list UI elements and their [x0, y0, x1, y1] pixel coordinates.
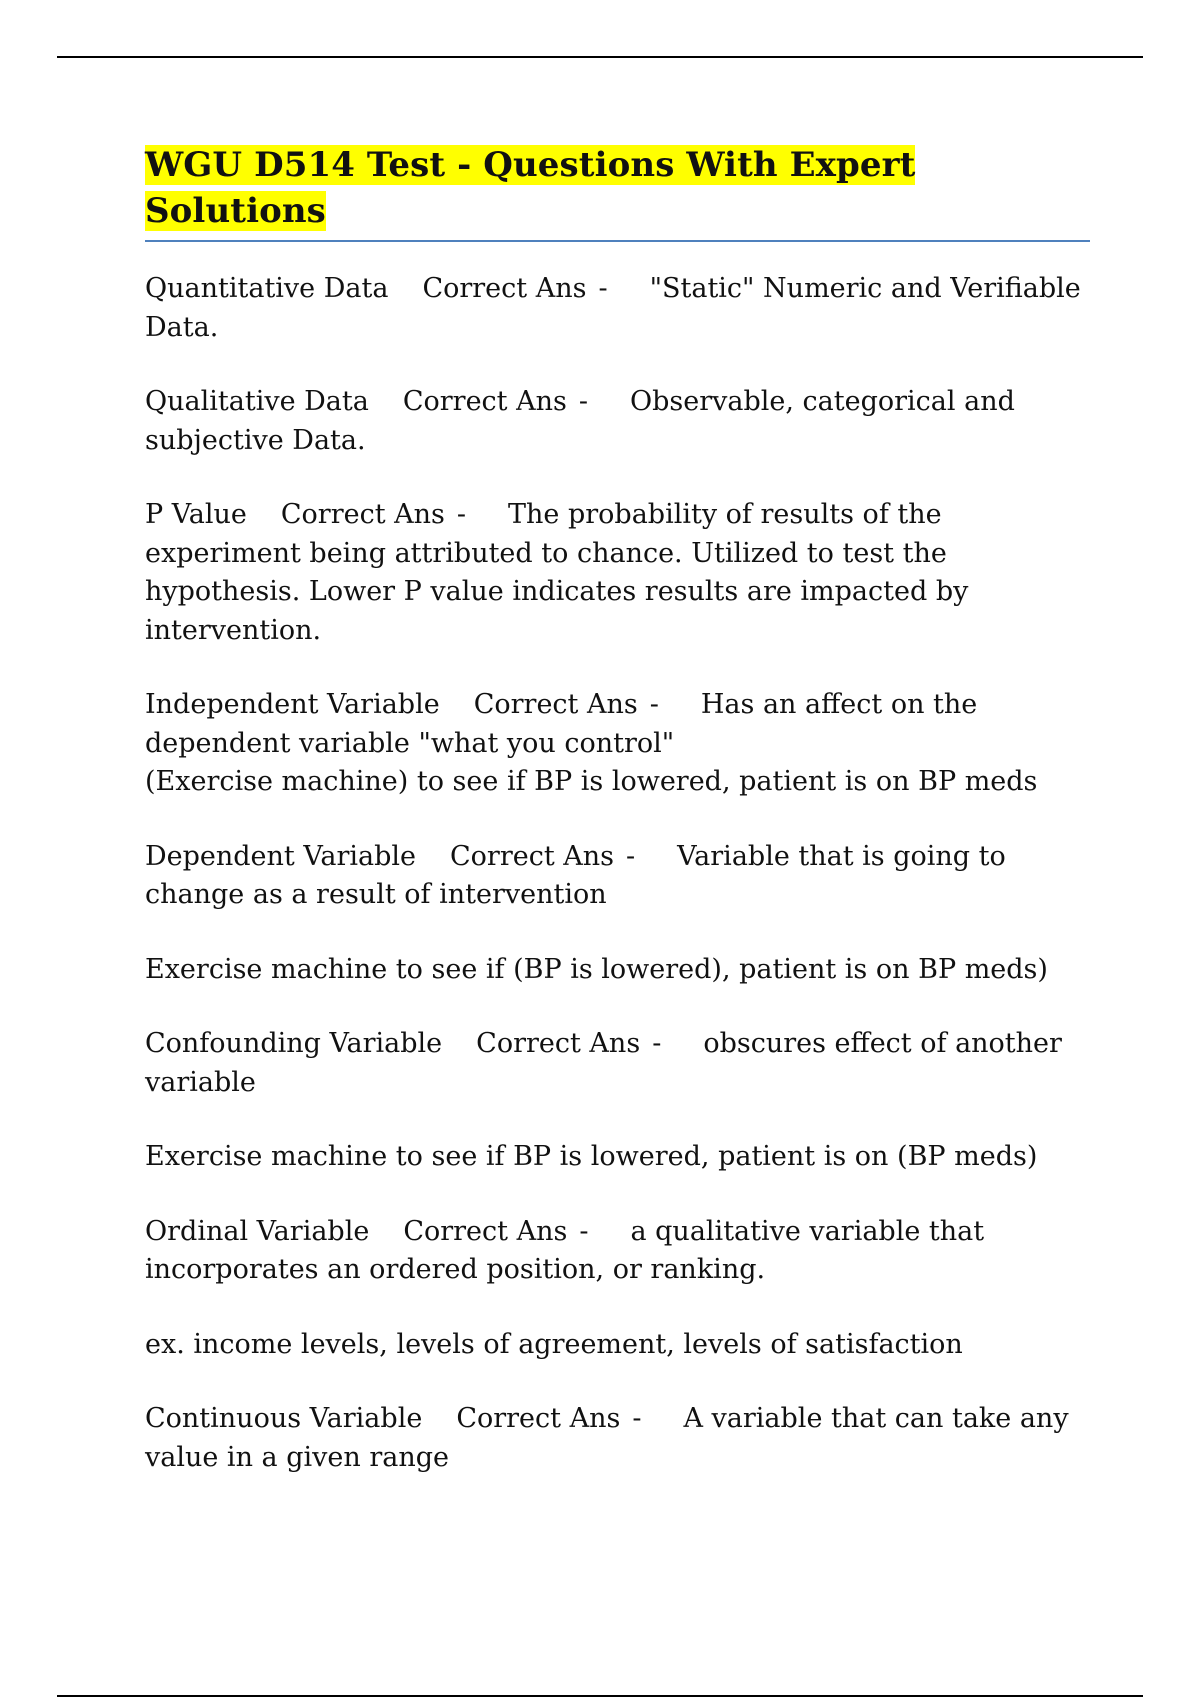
entry-answer: A variable that can take any value in a given range	[145, 1403, 1069, 1473]
entry-answer: Observable, categorical and subjective Data.	[145, 386, 1015, 456]
document-title: WGU D514 Test - Questions With Expert Solutions	[145, 145, 916, 231]
qa-entry-qualitative-data	[145, 383, 1090, 460]
entry-term: Continuous Variable	[145, 1403, 423, 1434]
entry-term: Confounding Variable	[145, 1028, 443, 1059]
entry-label: Correct Ans	[476, 1028, 641, 1059]
qa-entry-quantitative-data	[145, 270, 1090, 347]
entry-answer: a qualitative variable that incorporates an ordered position, or ranking.	[145, 1215, 985, 1285]
qa-entry-ordinal-variable	[145, 1213, 1090, 1290]
entry-term: P Value	[145, 499, 247, 530]
entry-label: Correct Ans	[422, 273, 587, 304]
entry-label: Correct Ans	[402, 386, 567, 417]
entry-label: Correct Ans	[403, 1215, 568, 1247]
entry-label: Correct Ans	[473, 689, 638, 720]
example-note: Exercise machine to see if BP is lowered, patient is on (BP meds)	[145, 1141, 1038, 1172]
entry-answer: Variable that is going to change as a result of intervention	[145, 840, 1006, 910]
top-rule	[57, 56, 1143, 58]
qa-entry-p-value	[145, 496, 1090, 650]
entry-example: (Exercise machine) to see if BP is lowered, patient is on BP meds	[145, 766, 1038, 797]
entry-term: Independent Variable	[145, 689, 440, 720]
entry-dash: -	[652, 1028, 662, 1059]
entry-answer: "Static" Numeric and Verifiable Data.	[145, 273, 1081, 343]
entry-dash: -	[649, 689, 659, 720]
title-block	[145, 142, 1090, 242]
entry-answer: obscures effect of another variable	[145, 1028, 1062, 1098]
bottom-rule	[57, 1695, 1143, 1697]
entry-label: Correct Ans	[456, 1403, 621, 1434]
document-body	[145, 142, 1090, 1513]
entry-dash: -	[632, 1403, 642, 1434]
entry-dash: -	[579, 1215, 589, 1247]
entry-dash: -	[578, 386, 588, 417]
example-note: ex. income levels, levels of agreement, levels of satisfaction	[145, 1328, 963, 1360]
entry-dash: -	[456, 499, 467, 530]
entry-term: Ordinal Variable	[145, 1215, 370, 1247]
entry-answer: Has an affect on the dependent variable "what you control"	[145, 689, 978, 759]
entry-term: Quantitative Data	[145, 273, 389, 304]
qa-entry-confounding-variable	[145, 1025, 1090, 1102]
example-note: Exercise machine to see if (BP is lowered), patient is on BP meds)	[145, 953, 1048, 985]
qa-entry-independent-variable	[145, 686, 1090, 802]
entry-term: Dependent Variable	[145, 840, 417, 872]
entry-label: Correct Ans	[280, 499, 445, 530]
entry-dash: -	[626, 840, 636, 872]
entry-label: Correct Ans	[450, 840, 615, 872]
entry-dash: -	[598, 273, 608, 304]
qa-entry-continuous-variable	[145, 1400, 1090, 1477]
entry-answer: The probability of results of the experiment being attributed to chance. Utilized to test the hypothesis. Lower P value indicates results are impacted by intervention.	[145, 499, 969, 646]
qa-entry-dependent-variable	[145, 838, 1090, 915]
entry-term: Qualitative Data	[145, 386, 369, 417]
